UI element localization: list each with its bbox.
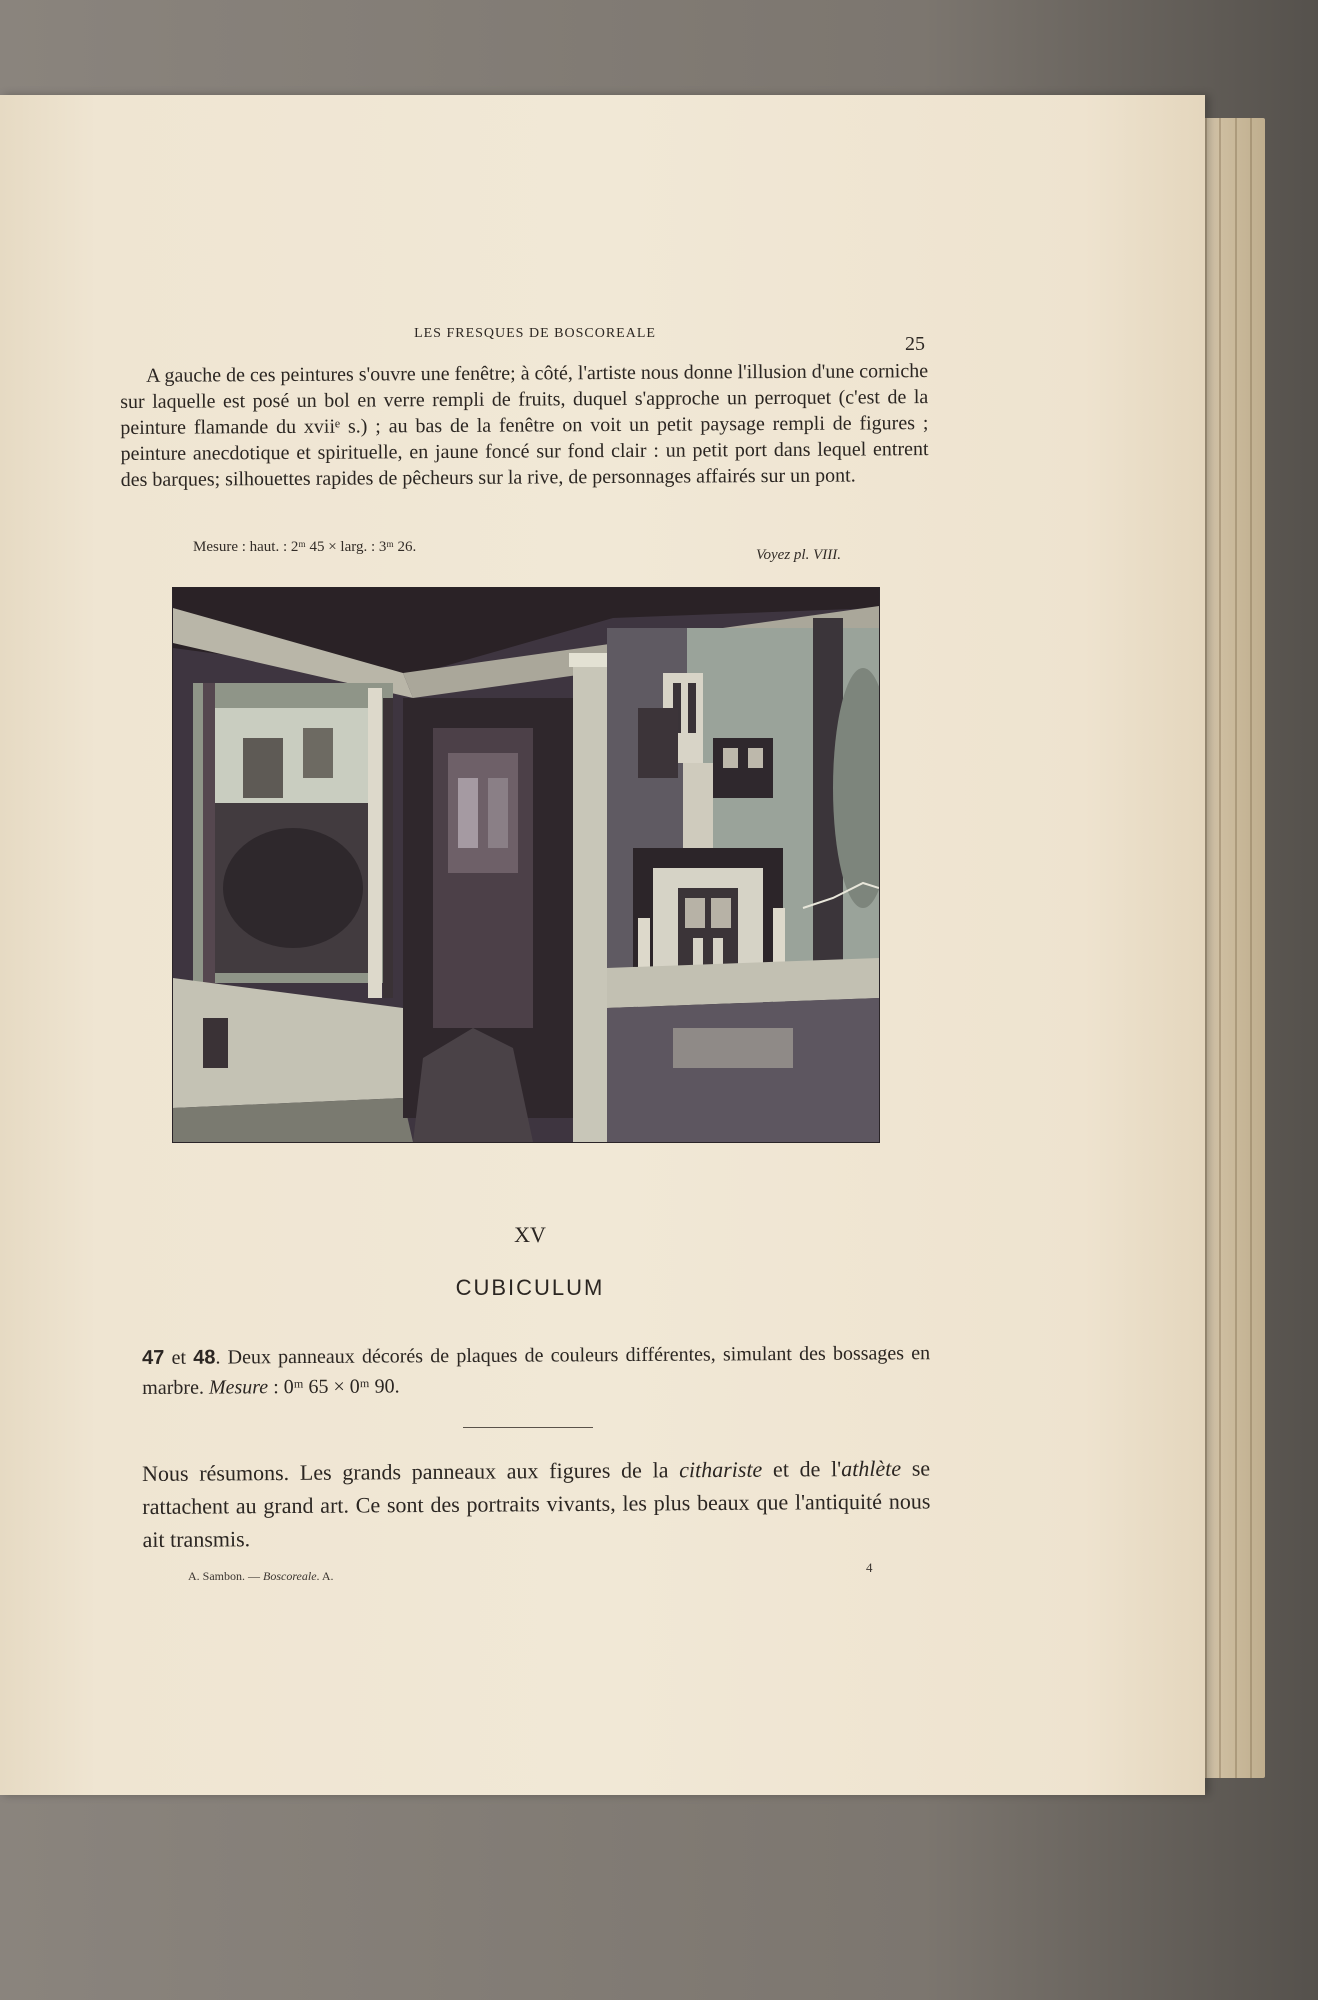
section-title: CUBICULUM: [455, 1275, 605, 1300]
footer-title: Boscoreale: [263, 1569, 317, 1583]
entry-number-a: 47: [142, 1346, 165, 1369]
signature-number: 4: [866, 1560, 873, 1575]
entry-number-b: 48: [193, 1346, 216, 1369]
footer-credit: [188, 1569, 334, 1584]
entry-measure-value: : 0ᵐ 65 × 0ᵐ 90.: [273, 1375, 400, 1399]
measure-line: Mesure : haut. : 2ᵐ 45 × larg. : 3ᵐ 26.: [193, 539, 417, 555]
section-numeral: XV: [514, 1222, 546, 1247]
fresco-photograph: [172, 587, 880, 1143]
paragraph-text: A gauche de ces peintures s'ouvre une fenêtre; à côté, l'artiste nous donne l'illusion d'une corniche sur laquelle est posé un bol en verre rempli de fruits, duquel s'approche un perroquet (c'est de la peinture flamande du xviiᵉ s.) ; au bas de la fenêtre on voit un petit paysage rempli de figures ; peinture anecdotique et spirituelle, en jaune foncé sur fond clair : un petit port dans lequel entrent des barques; silhouettes rapides de pêcheurs sur la rive, de personnages affairés sur un pont.: [120, 360, 929, 491]
fresco-image: [173, 588, 879, 1142]
footer-suffix: . A.: [316, 1569, 334, 1583]
entry-conjunction: et: [171, 1346, 187, 1369]
running-head: LES FRESQUES DE BOSCOREALE: [414, 326, 656, 341]
catalogue-entry: [142, 1338, 930, 1403]
section-divider: [463, 1427, 593, 1428]
page-edge-line: [1219, 118, 1221, 1778]
paragraph-window-description: [120, 358, 929, 493]
summary-text: [142, 1451, 931, 1555]
summary-part1: Nous résumons. Les grands panneaux aux figures de la: [142, 1457, 680, 1486]
summary-athlete: athlète: [841, 1455, 902, 1482]
page-edge-line: [1205, 118, 1207, 1778]
plate-reference: Voyez pl. VIII.: [756, 547, 841, 563]
summary-part3: se rattachent au grand art. Ce sont des portraits vivants, les plus beaux que l'antiquité nous ait transmis.: [142, 1455, 931, 1552]
summary-citharist: cithariste: [679, 1456, 763, 1483]
page-stack-edge: [1195, 118, 1265, 1778]
page-edge-line: [1235, 118, 1237, 1778]
summary-part2: et de l': [762, 1456, 842, 1482]
entry-text: . Deux panneaux décorés de plaques de couleurs différentes, simulant des bossages en marbre.: [142, 1342, 931, 1399]
page-number: 25: [905, 333, 925, 355]
footer-author: A. Sambon. —: [188, 1569, 263, 1583]
entry-measure-label: Mesure: [208, 1376, 269, 1399]
summary-paragraph: [142, 1451, 931, 1555]
page-edge-line: [1250, 118, 1252, 1778]
